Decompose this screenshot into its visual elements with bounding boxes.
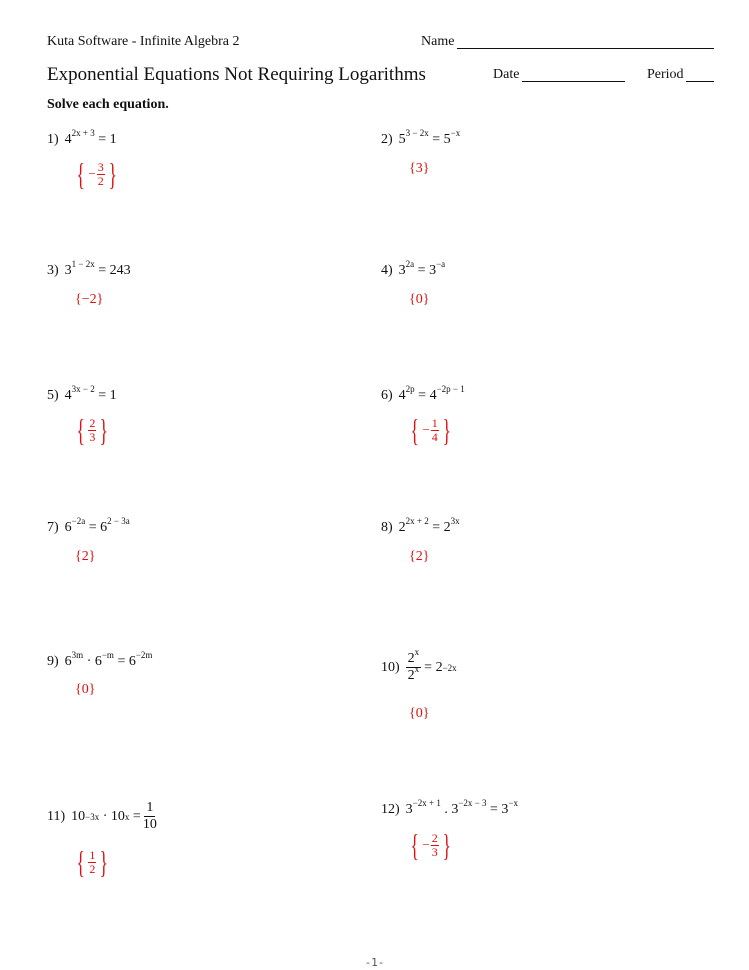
equation-base: 3: [398, 263, 406, 278]
equation-rhs-exponent: −a: [436, 259, 446, 269]
answer-12: [407, 829, 454, 861]
problem-number: 3): [47, 263, 59, 278]
equation-base: 4: [64, 388, 72, 403]
equation-rhs: = 2: [424, 659, 443, 675]
equation-middle-exponent: −m: [101, 650, 114, 660]
brace-close: }: [442, 827, 451, 863]
equation-rhs-exponent: −x: [508, 798, 518, 808]
equation-base: 4: [64, 132, 72, 147]
problem-9: [47, 650, 153, 670]
problem-7: [47, 516, 130, 536]
problem-number: 12): [381, 802, 400, 817]
problem-number: 5): [47, 388, 59, 403]
answer-sign: −: [422, 422, 430, 437]
equation-middle-exponent: −2x − 3: [458, 798, 487, 808]
answer-fraction: [88, 849, 96, 876]
answer-7: {2}: [75, 549, 96, 564]
page-number: -1-: [364, 956, 385, 969]
brace-close: }: [99, 412, 109, 448]
equation-fraction: [143, 800, 157, 833]
answer-3: {−2}: [75, 292, 104, 307]
equation-rhs: = 243: [98, 263, 131, 278]
answer-numerator: 1: [431, 415, 438, 430]
brace-close: }: [108, 156, 117, 192]
answer-numerator: 3: [97, 159, 104, 174]
equation-rhs: = 5: [432, 132, 451, 147]
problem-number: 6): [381, 388, 393, 403]
problem-3: [47, 259, 131, 279]
answer-numerator: 1: [89, 847, 96, 862]
fraction-denominator: [407, 664, 420, 684]
equation-exponent: 3x − 2: [71, 384, 95, 394]
answer-8: {2}: [409, 549, 430, 564]
answer-denominator: 3: [89, 429, 96, 444]
answer-5: [73, 414, 112, 446]
answer-denominator: 4: [431, 429, 438, 444]
equals-sign: =: [132, 808, 141, 824]
equation-rhs-exponent: 2 − 3a: [107, 516, 130, 526]
numerator-base: 2: [407, 651, 415, 666]
problem-number: 8): [381, 520, 393, 535]
equation-rhs: = 6: [117, 654, 136, 669]
answer-11: [73, 846, 112, 878]
equation-base: 3: [405, 802, 413, 817]
problem-number: 10): [381, 659, 400, 675]
problem-2: [381, 128, 461, 148]
equation-base: 5: [398, 132, 406, 147]
problem-number: 1): [47, 132, 59, 147]
problem-number: 7): [47, 520, 59, 535]
equation-rhs: = 1: [98, 132, 117, 147]
problem-number: 4): [381, 263, 393, 278]
problem-6: [381, 384, 465, 404]
equation-rhs: = 4: [418, 388, 437, 403]
brace-open: {: [410, 412, 419, 448]
equation-middle-term: . 3: [444, 802, 459, 817]
equation-rhs-exponent: −x: [450, 128, 461, 138]
equation-rhs-exponent: 3x: [450, 516, 460, 526]
problem-5: [47, 384, 117, 404]
name-field-line[interactable]: [457, 48, 714, 49]
fraction-denominator: 10: [142, 817, 157, 832]
answer-fraction: [431, 832, 439, 859]
answer-denominator: 2: [89, 861, 96, 876]
answer-sign: −: [88, 166, 96, 181]
answer-numerator: 2: [431, 830, 438, 845]
answer-fraction: [97, 161, 105, 188]
period-label: Period: [647, 67, 684, 82]
equation-exponent: 1 − 2x: [71, 259, 95, 269]
equation-base: 10: [71, 808, 86, 824]
worksheet-title: Exponential Equations Not Requiring Logarithms: [47, 64, 426, 85]
numerator-exponent: x: [414, 647, 420, 657]
equation-rhs: = 3: [489, 802, 509, 817]
equation-exponent: 2p: [405, 384, 415, 394]
answer-denominator: 3: [431, 844, 438, 859]
problem-1: [47, 128, 117, 148]
brace-open: {: [410, 827, 419, 863]
equation-rhs-exponent: −2m: [135, 650, 153, 660]
brace-open: {: [76, 844, 85, 880]
problem-number: 9): [47, 654, 59, 669]
date-label: Date: [493, 67, 520, 82]
equation-exponent: 2x + 2: [405, 516, 429, 526]
equation-base: 2: [398, 520, 406, 535]
answer-sign: −: [422, 837, 430, 852]
instructions: Solve each equation.: [47, 97, 169, 112]
problem-10: 10) $\frac{2^x}{2^x}$ = 2 −2x: [381, 647, 457, 683]
answer-10: {0}: [409, 706, 430, 721]
equation-base: 6: [64, 654, 72, 669]
equation-rhs: = 1: [98, 388, 117, 403]
equation-base: 3: [64, 263, 72, 278]
answer-2: {3}: [409, 161, 430, 176]
answer-6: [407, 414, 454, 446]
problem-11: 11) 10 −3x · 10 x = $\frac{1}{10}$: [47, 800, 157, 832]
answer-4: {0}: [409, 292, 430, 307]
period-field-line[interactable]: [686, 81, 714, 82]
answer-fraction: [88, 417, 96, 444]
equation-middle-term: · 10: [102, 808, 125, 824]
denominator-base: 2: [407, 668, 415, 683]
problem-number: 2): [381, 132, 393, 147]
brace-open: {: [76, 412, 85, 448]
name-label: Name: [421, 34, 455, 49]
equation-middle-term: · 6: [86, 654, 102, 669]
equation-fraction: [406, 647, 422, 684]
equation-rhs: = 2: [432, 520, 451, 535]
equation-exponent: 3 − 2x: [405, 128, 429, 138]
answer-denominator: 2: [97, 173, 104, 188]
equation-base: 6: [64, 520, 72, 535]
equation-exponent: −2x + 1: [412, 798, 441, 808]
fraction-numerator: 1: [146, 800, 154, 815]
problem-8: [381, 516, 460, 536]
equation-exponent: 3m: [71, 650, 84, 660]
publisher-label: Kuta Software - Infinite Algebra 2: [47, 34, 240, 49]
answer-1: [73, 158, 120, 190]
equation-rhs-exponent: −2p − 1: [436, 384, 465, 394]
equation-rhs: = 6: [88, 520, 108, 535]
equation-exponent: 2x + 3: [71, 128, 95, 138]
brace-open: {: [76, 156, 85, 192]
brace-close: }: [442, 412, 451, 448]
problem-4: [381, 259, 446, 279]
answer-9: {0}: [75, 682, 96, 697]
equation-rhs: = 3: [417, 263, 437, 278]
brace-close: }: [99, 844, 109, 880]
problem-12: [381, 798, 518, 818]
equation-exponent: −2a: [71, 516, 86, 526]
equation-base: 4: [398, 388, 406, 403]
answer-fraction: [431, 417, 439, 444]
date-field-line[interactable]: [522, 81, 625, 82]
problem-number: 11): [47, 808, 66, 824]
denominator-exponent: x: [414, 664, 420, 674]
equation-exponent: 2a: [405, 259, 415, 269]
answer-numerator: 2: [89, 415, 96, 430]
